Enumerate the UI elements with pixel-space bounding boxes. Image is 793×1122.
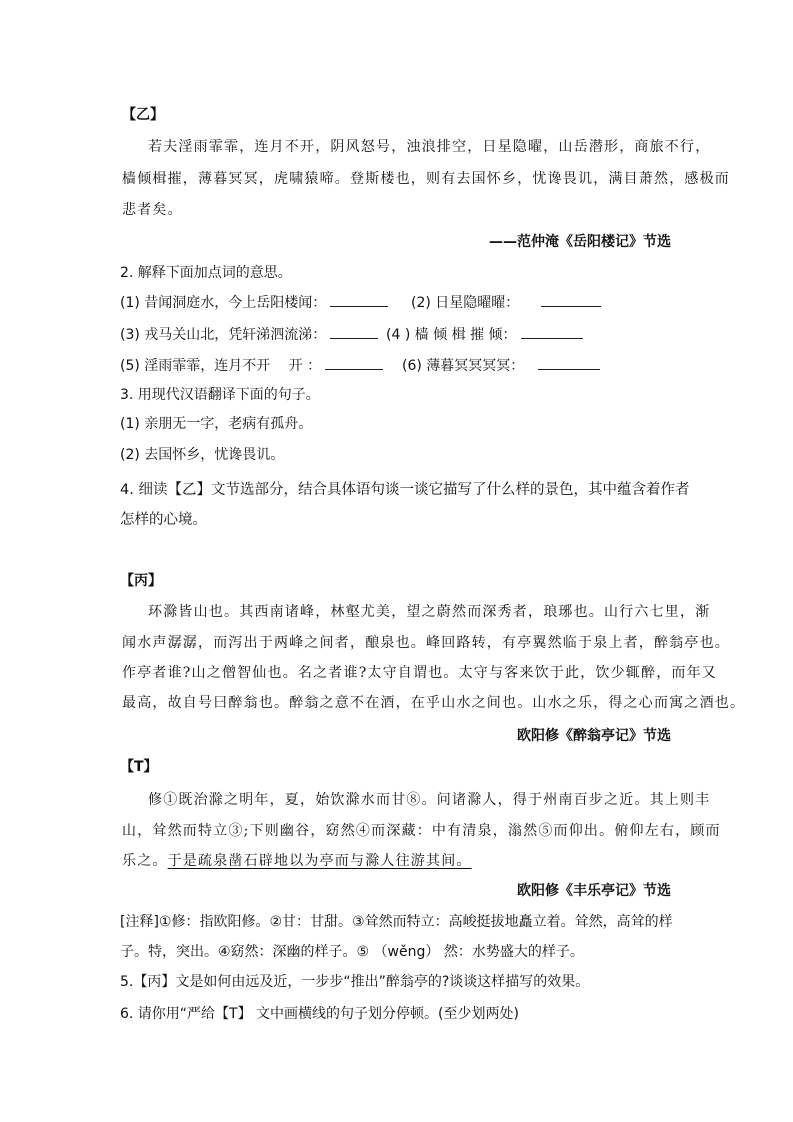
- ding-para-line-3: [122, 852, 472, 870]
- bing-para-line-4: 最高，故自号曰醉翁也。醉翁之意不在酒，在乎山水之间也。山水之乐，得之心而寓之酒也。: [122, 695, 746, 711]
- section-ding-header: 【T】: [120, 759, 158, 775]
- q2-row-1: [120, 292, 392, 312]
- answer-blank[interactable]: [325, 355, 383, 370]
- answer-blank[interactable]: [330, 324, 378, 339]
- section-bing-header: 【丙】: [120, 573, 162, 589]
- q2-item-4: (4 ) 樯 倾 楫 摧 倾：: [386, 327, 517, 343]
- bing-para-line-2: 闻水声潺潺，而泻出于两峰之间者，酿泉也。峰回路转，有亭翼然临于泉上者，醉翁亭也。: [122, 635, 730, 651]
- q2-row-2: [120, 324, 382, 344]
- yi-source: ——范仲淹《岳阳楼记》节选: [489, 234, 671, 250]
- q4-line-1: 4. 细读【乙】文节选部分，结合具体语句谈一谈它描写了什么样的景色，其中蕴含着作者: [120, 482, 690, 498]
- q2-item-6: (6) 薄暮冥冥冥冥：: [402, 358, 525, 374]
- bing-para-line-1: 环滁皆山也。其西南诸峰，林壑尤美，望之蔚然而深秀者，琅琊也。山行六七里，渐: [148, 604, 711, 620]
- q6: 6. 请你用“严给【T】 文中画横线的句子划分停顿。(至少划两处): [120, 1006, 519, 1022]
- q2-item-2: (2) 日星隐曜曜：: [411, 295, 520, 311]
- bing-source: 欧阳修《醉翁亭记》节选: [517, 728, 671, 744]
- q3-sentence-1: (1) 亲朋无一字，老病有孤舟。: [120, 416, 313, 432]
- q2-row-1b: [411, 292, 605, 312]
- q2-row-2b: [386, 324, 587, 344]
- q2-item-5: (5) 淫雨霏霏，连月不开 开 ：: [120, 358, 322, 374]
- q3-sentence-2: (2) 去国怀乡，忧谗畏讥。: [120, 447, 285, 463]
- notes-line-1: [注释]①修：指欧阳修。②甘：甘甜。③耸然而特立：高峻挺拔地矗立着。耸然，高耸的样: [120, 914, 673, 930]
- answer-blank[interactable]: [330, 292, 388, 307]
- answer-blank[interactable]: [538, 355, 600, 370]
- section-yi-header: 【乙】: [122, 107, 164, 123]
- underlined-sentence: 于是疏泉凿石辟地以为亭而与滁人往游其间。: [167, 853, 472, 869]
- ding-source: 欧阳修《丰乐亭记》节选: [517, 883, 671, 899]
- q3-title: 3. 用现代汉语翻译下面的句子。: [120, 387, 320, 403]
- notes-line-2: 子。特，突出。④窈然：深幽的样子。⑤ （wěng） 然：水势盛大的样子。: [120, 944, 584, 960]
- q2-title: 2. 解释下面加点词的意思。: [120, 265, 292, 281]
- yi-para-line-3: 悲者矣。: [122, 202, 183, 218]
- yi-para-line-1: 若夫淫雨霏霏，连月不开，阴风怒号，浊浪排空，日星隐曜，山岳潜形，商旅不行，: [148, 139, 711, 155]
- ding-para-line-2: 山，耸然而特立③;下则幽谷，窈然④而深藏：中有清泉，滃然⑤而仰出。俯仰左右，顾而: [122, 823, 721, 839]
- ding-para-line-1: 修①既治滁之明年，夏，始饮滁水而甘⑧。问诸滁人，得于州南百步之近。其上则丰: [148, 792, 711, 808]
- q4-line-2: 怎样的心境。: [120, 512, 207, 528]
- answer-blank[interactable]: [541, 292, 601, 307]
- q2-item-3: (3) 戎马关山北，凭轩涕泗流涕：: [120, 327, 327, 343]
- answer-blank[interactable]: [521, 324, 583, 339]
- bing-para-line-3: 作亭者谁?山之僧智仙也。名之者谁?太守自谓也。太守与客来饮于此，饮少辄醉，而年又: [122, 665, 718, 681]
- q5: 5.【丙】文是如何由远及近，一步步“推出”醉翁亭的?谈谈这样描写的效果。: [120, 974, 590, 990]
- q2-item-1: (1) 昔闻洞庭水，今上岳阳楼闻：: [120, 295, 327, 311]
- q2-row-3b: [402, 355, 604, 375]
- q2-row-3: [120, 355, 387, 375]
- ding-line-3-start: 乐之。: [122, 853, 168, 869]
- yi-para-line-2: 樯倾楫摧，薄暮冥冥，虎啸猿啼。登斯楼也，则有去国怀乡，忧谗畏讥，满目萧然，感极而: [122, 171, 730, 187]
